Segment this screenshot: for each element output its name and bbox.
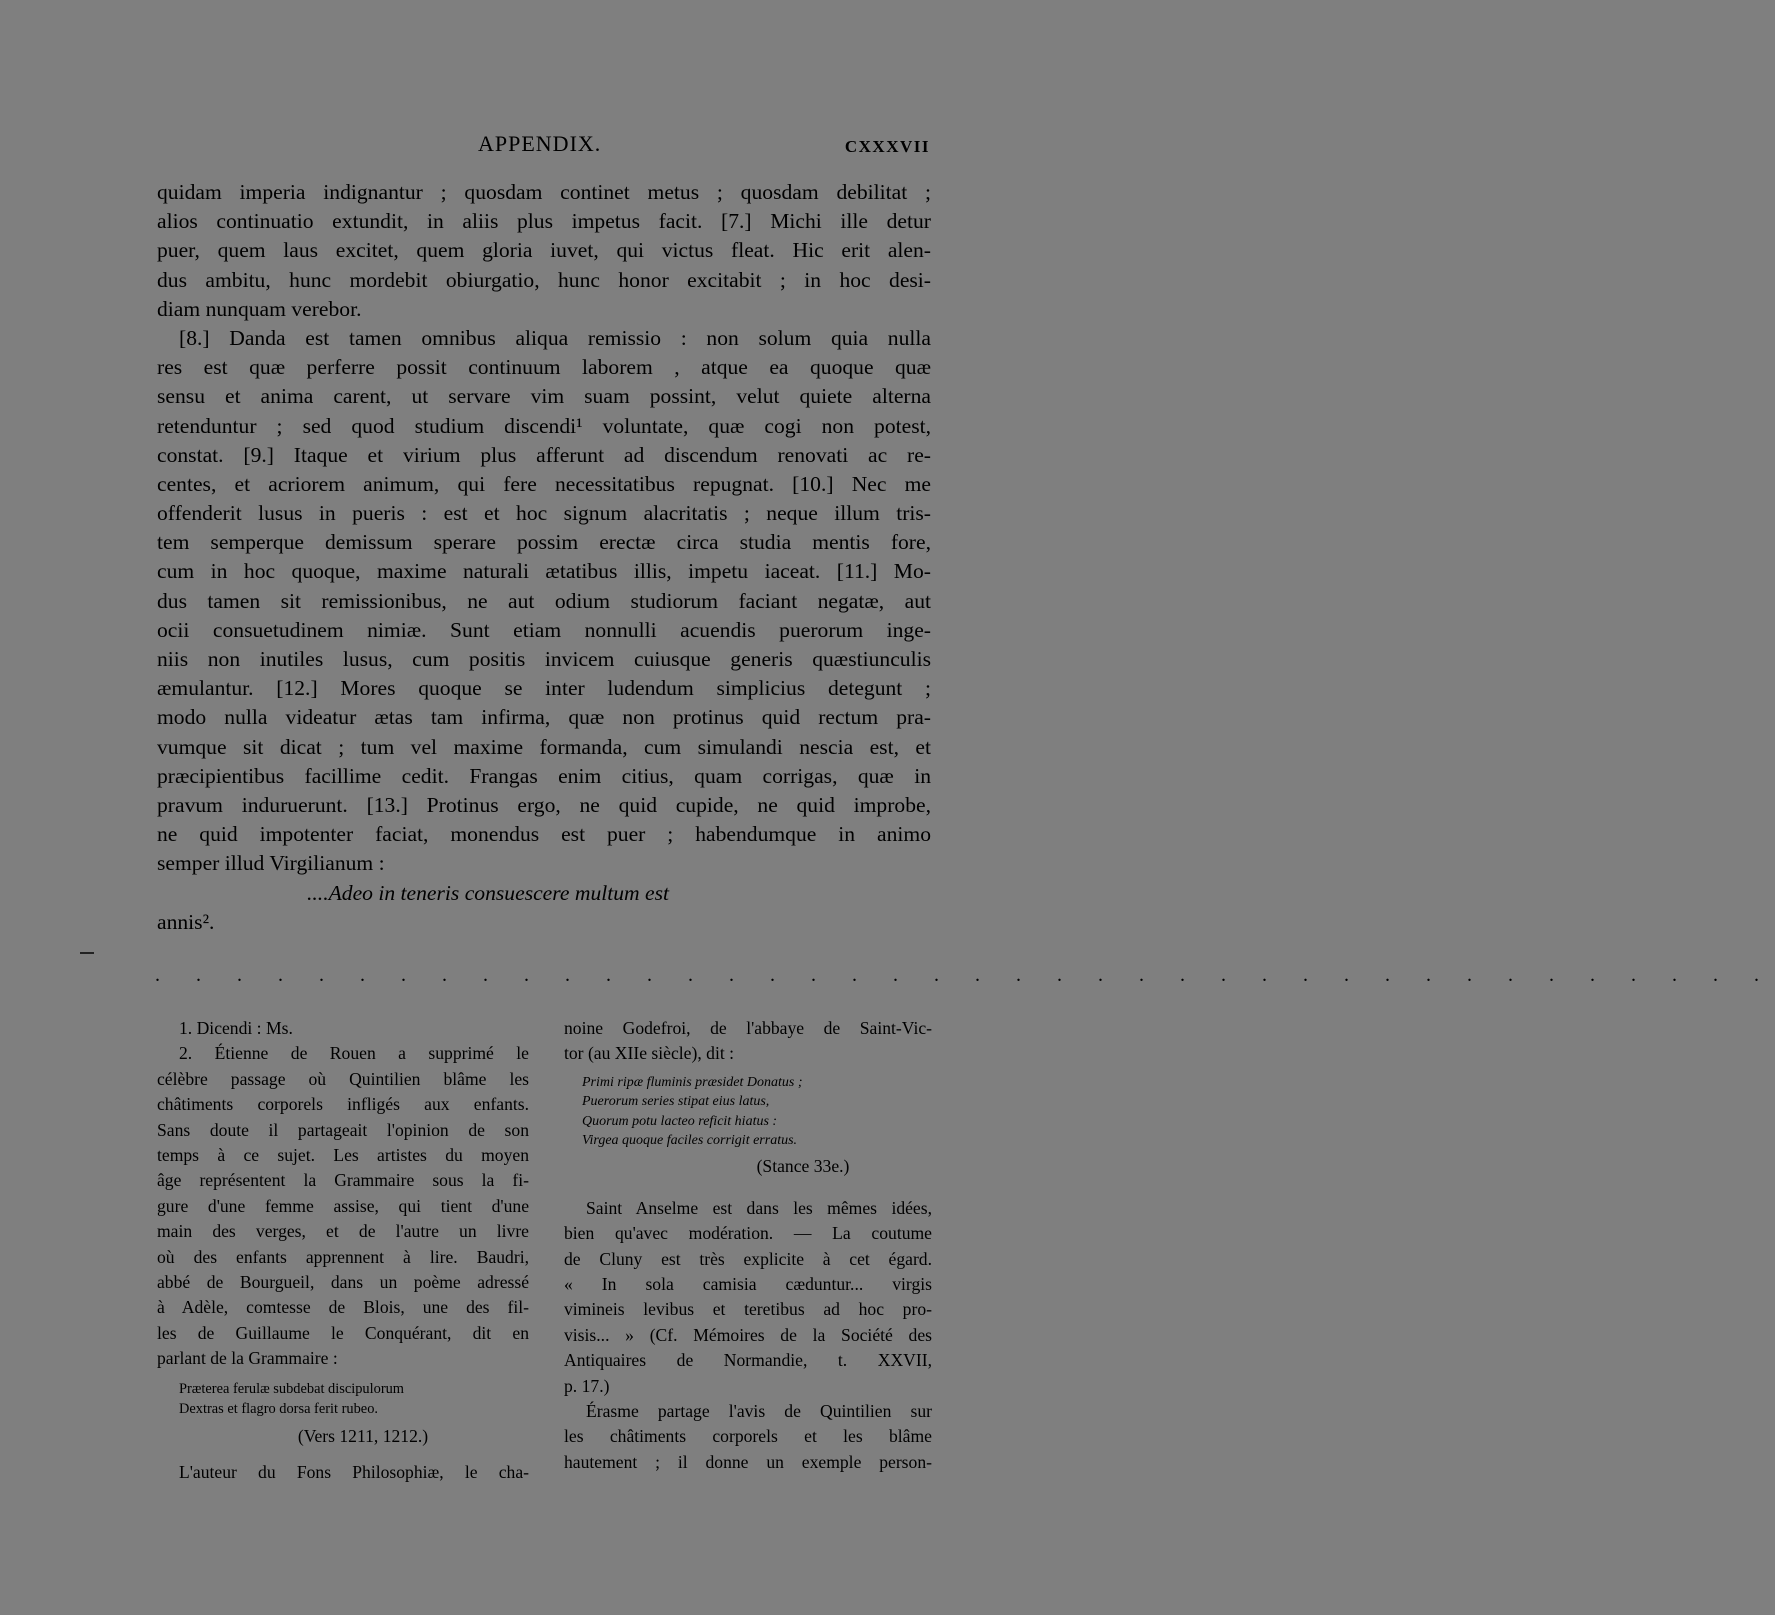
text-line: cum in hoc quoque, maxime naturali ætatibus illis, impetu iaceat. [11.] Mo- xyxy=(157,559,931,584)
text-line: offenderit lusus in pueris : est et hoc signum alacritatis ; neque illum tris- xyxy=(157,501,931,526)
text-line: dus ambitu, hunc mordebit obiurgatio, hunc honor excitabit ; in hoc desi- xyxy=(157,267,931,292)
page-number: CXXXVII xyxy=(844,137,930,156)
text-line: præcipientibus facillime cedit. Frangas enim citius, quam corrigas, quæ in xyxy=(157,763,931,788)
running-title: APPENDIX. xyxy=(478,131,602,156)
footnote-line: les de Guillaume le Conquérant, dit en xyxy=(157,1322,529,1343)
footnote-line: gure d'une femme assise, qui tient d'une xyxy=(157,1195,529,1216)
margin-mark xyxy=(80,952,94,954)
footnote-line: hautement ; il donne un exemple person- xyxy=(564,1451,932,1472)
text-line: retenduntur ; sed quod studium discendi¹ voluntate, quæ cogi non potest, xyxy=(157,413,931,438)
text-line: centes, et acriorem animum, qui fere necessitatibus repugnat. [10.] Nec me xyxy=(157,471,931,496)
godefroi-verse xyxy=(564,1073,932,1151)
verse-line: Præterea ferulæ subdebat discipulorum xyxy=(179,1381,405,1398)
footnote-line: à Adèle, comtesse de Blois, une des fil- xyxy=(157,1297,529,1318)
baudri-verse xyxy=(157,1379,529,1419)
footnote-line: vimineis levibus et teretibus ad hoc pro- xyxy=(564,1299,932,1320)
text-line: diam nunquam verebor. xyxy=(157,296,362,321)
text-line: tem semperque demissum sperare possim erectæ circa studia mentis fore, xyxy=(157,530,931,555)
footnote-line: tor (au XIIe siècle), dit : xyxy=(564,1043,735,1064)
text-line: ocii consuetudinem nimiæ. Sunt etiam nonnulli acuendis puerorum inge- xyxy=(157,617,931,642)
running-header xyxy=(158,131,930,161)
text-line: quidam imperia indignantur ; quosdam continet metus ; quosdam debilitat ; xyxy=(157,180,931,204)
footnote-line: 1. Dicendi : Ms. xyxy=(179,1018,293,1038)
footnote-line: visis... » (Cf. Mémoires de la Société des xyxy=(564,1324,932,1345)
virgil-quote: ....Adeo in teneris consuescere multum est xyxy=(307,880,670,905)
footnote-line: parlant de la Grammaire : xyxy=(157,1348,338,1369)
verse-reference: (Vers 1211, 1212.) xyxy=(297,1426,429,1447)
footnotes-right-column xyxy=(564,1016,932,1475)
footnote-line: « In sola camisia cæduntur... virgis xyxy=(564,1273,932,1294)
footnote-line: L'auteur du Fons Philosophiæ, le cha- xyxy=(179,1462,529,1483)
text-line: constat. [9.] Itaque et virium plus afferunt ad discendum renovati ac re- xyxy=(157,442,931,467)
text-line: ne quid impotenter faciat, monendus est puer ; habendumque in animo xyxy=(157,822,931,847)
text-line: pravum induruerunt. [13.] Protinus ergo, ne quid cupide, ne quid improbe, xyxy=(157,792,931,817)
text-line: res est quæ perferre possit continuum laborem , atque ea quoque quæ xyxy=(157,355,931,380)
main-text xyxy=(157,178,931,937)
text-line: dus tamen sit remissionibus, ne aut odium studiorum faciant negatæ, aut xyxy=(157,588,931,613)
text-line: alios continuatio extundit, in aliis plus impetus facit. [7.] Michi ille detur xyxy=(157,209,931,234)
verse-line: Dextras et flagro dorsa ferit rubeo. xyxy=(179,1401,378,1418)
footnote-line: âge représentent la Grammaire sous la fi- xyxy=(157,1170,529,1191)
footnote-line: châtiments corporels infligés aux enfants. xyxy=(157,1094,529,1115)
text-line: [8.] Danda est tamen omnibus aliqua remissio : non solum quia nulla xyxy=(179,325,931,350)
footnote-line: 2. Étienne de Rouen a supprimé le xyxy=(179,1043,529,1064)
verse-reference: (Stance 33e.) xyxy=(756,1155,850,1176)
text-line: æmulantur. [12.] Mores quoque se inter ludendum simplicius detegunt ; xyxy=(157,676,931,701)
footnote-line: Érasme partage l'avis de Quintilien sur xyxy=(586,1400,932,1421)
footnote-line: Antiquaires de Normandie, t. XXVII, xyxy=(564,1350,932,1371)
verse-line: Puerorum series stipat eius latus, xyxy=(582,1094,770,1110)
footnote-line: p. 17.) xyxy=(564,1375,610,1396)
footnote-line: bien qu'avec modération. — La coutume xyxy=(564,1223,932,1244)
quote-end: annis². xyxy=(157,909,215,934)
verse-line: Virgea quoque faciles corrigit erratus. xyxy=(582,1133,798,1149)
footnote-line: de Cluny est très explicite à cet égard. xyxy=(564,1248,932,1269)
verse-line: Primi ripæ fluminis præsidet Donatus ; xyxy=(582,1074,803,1090)
footnote-line: temps à ce sujet. Les artistes du moyen xyxy=(157,1144,529,1165)
footnotes-left-column xyxy=(157,1016,529,1486)
text-line: niis non inutiles lusus, cum positis invicem cuiusque generis quæstiunculis xyxy=(157,647,931,671)
dot-separator: . . . . . . . . . . . . . . . . . . . . . . . . . . . . . . . . . . . . . . . . xyxy=(155,964,1775,986)
footnote-line: célèbre passage où Quintilien blâme les xyxy=(157,1068,529,1089)
footnote-line: abbé de Bourgueil, dans un poème adressé xyxy=(157,1271,529,1292)
footnote-line: les châtiments corporels et les blâme xyxy=(564,1426,932,1447)
footnote-line: où des enfants apprennent à lire. Baudri, xyxy=(157,1246,529,1267)
text-line: modo nulla videatur ætas tam infirma, quæ non protinus quid rectum pra- xyxy=(157,705,931,730)
footnote-line: noine Godefroi, de l'abbaye de Saint-Vic- xyxy=(564,1018,932,1038)
text-line: semper illud Virgilianum : xyxy=(157,851,385,876)
text-line: vumque sit dicat ; tum vel maxime formanda, cum simulandi nescia est, et xyxy=(157,734,931,759)
footnote-line: main des verges, et de l'autre un livre xyxy=(157,1221,529,1242)
text-line: puer, quem laus excitet, quem gloria iuvet, qui victus fleat. Hic erit alen- xyxy=(157,238,931,263)
text-line: sensu et anima carent, ut servare vim suam possint, velut quiete alterna xyxy=(157,384,931,409)
footnote-line: Saint Anselme est dans les mêmes idées, xyxy=(586,1197,932,1218)
footnote-line: Sans doute il partageait l'opinion de son xyxy=(157,1119,529,1140)
verse-line: Quorum potu lacteo reficit hiatus : xyxy=(582,1113,778,1129)
